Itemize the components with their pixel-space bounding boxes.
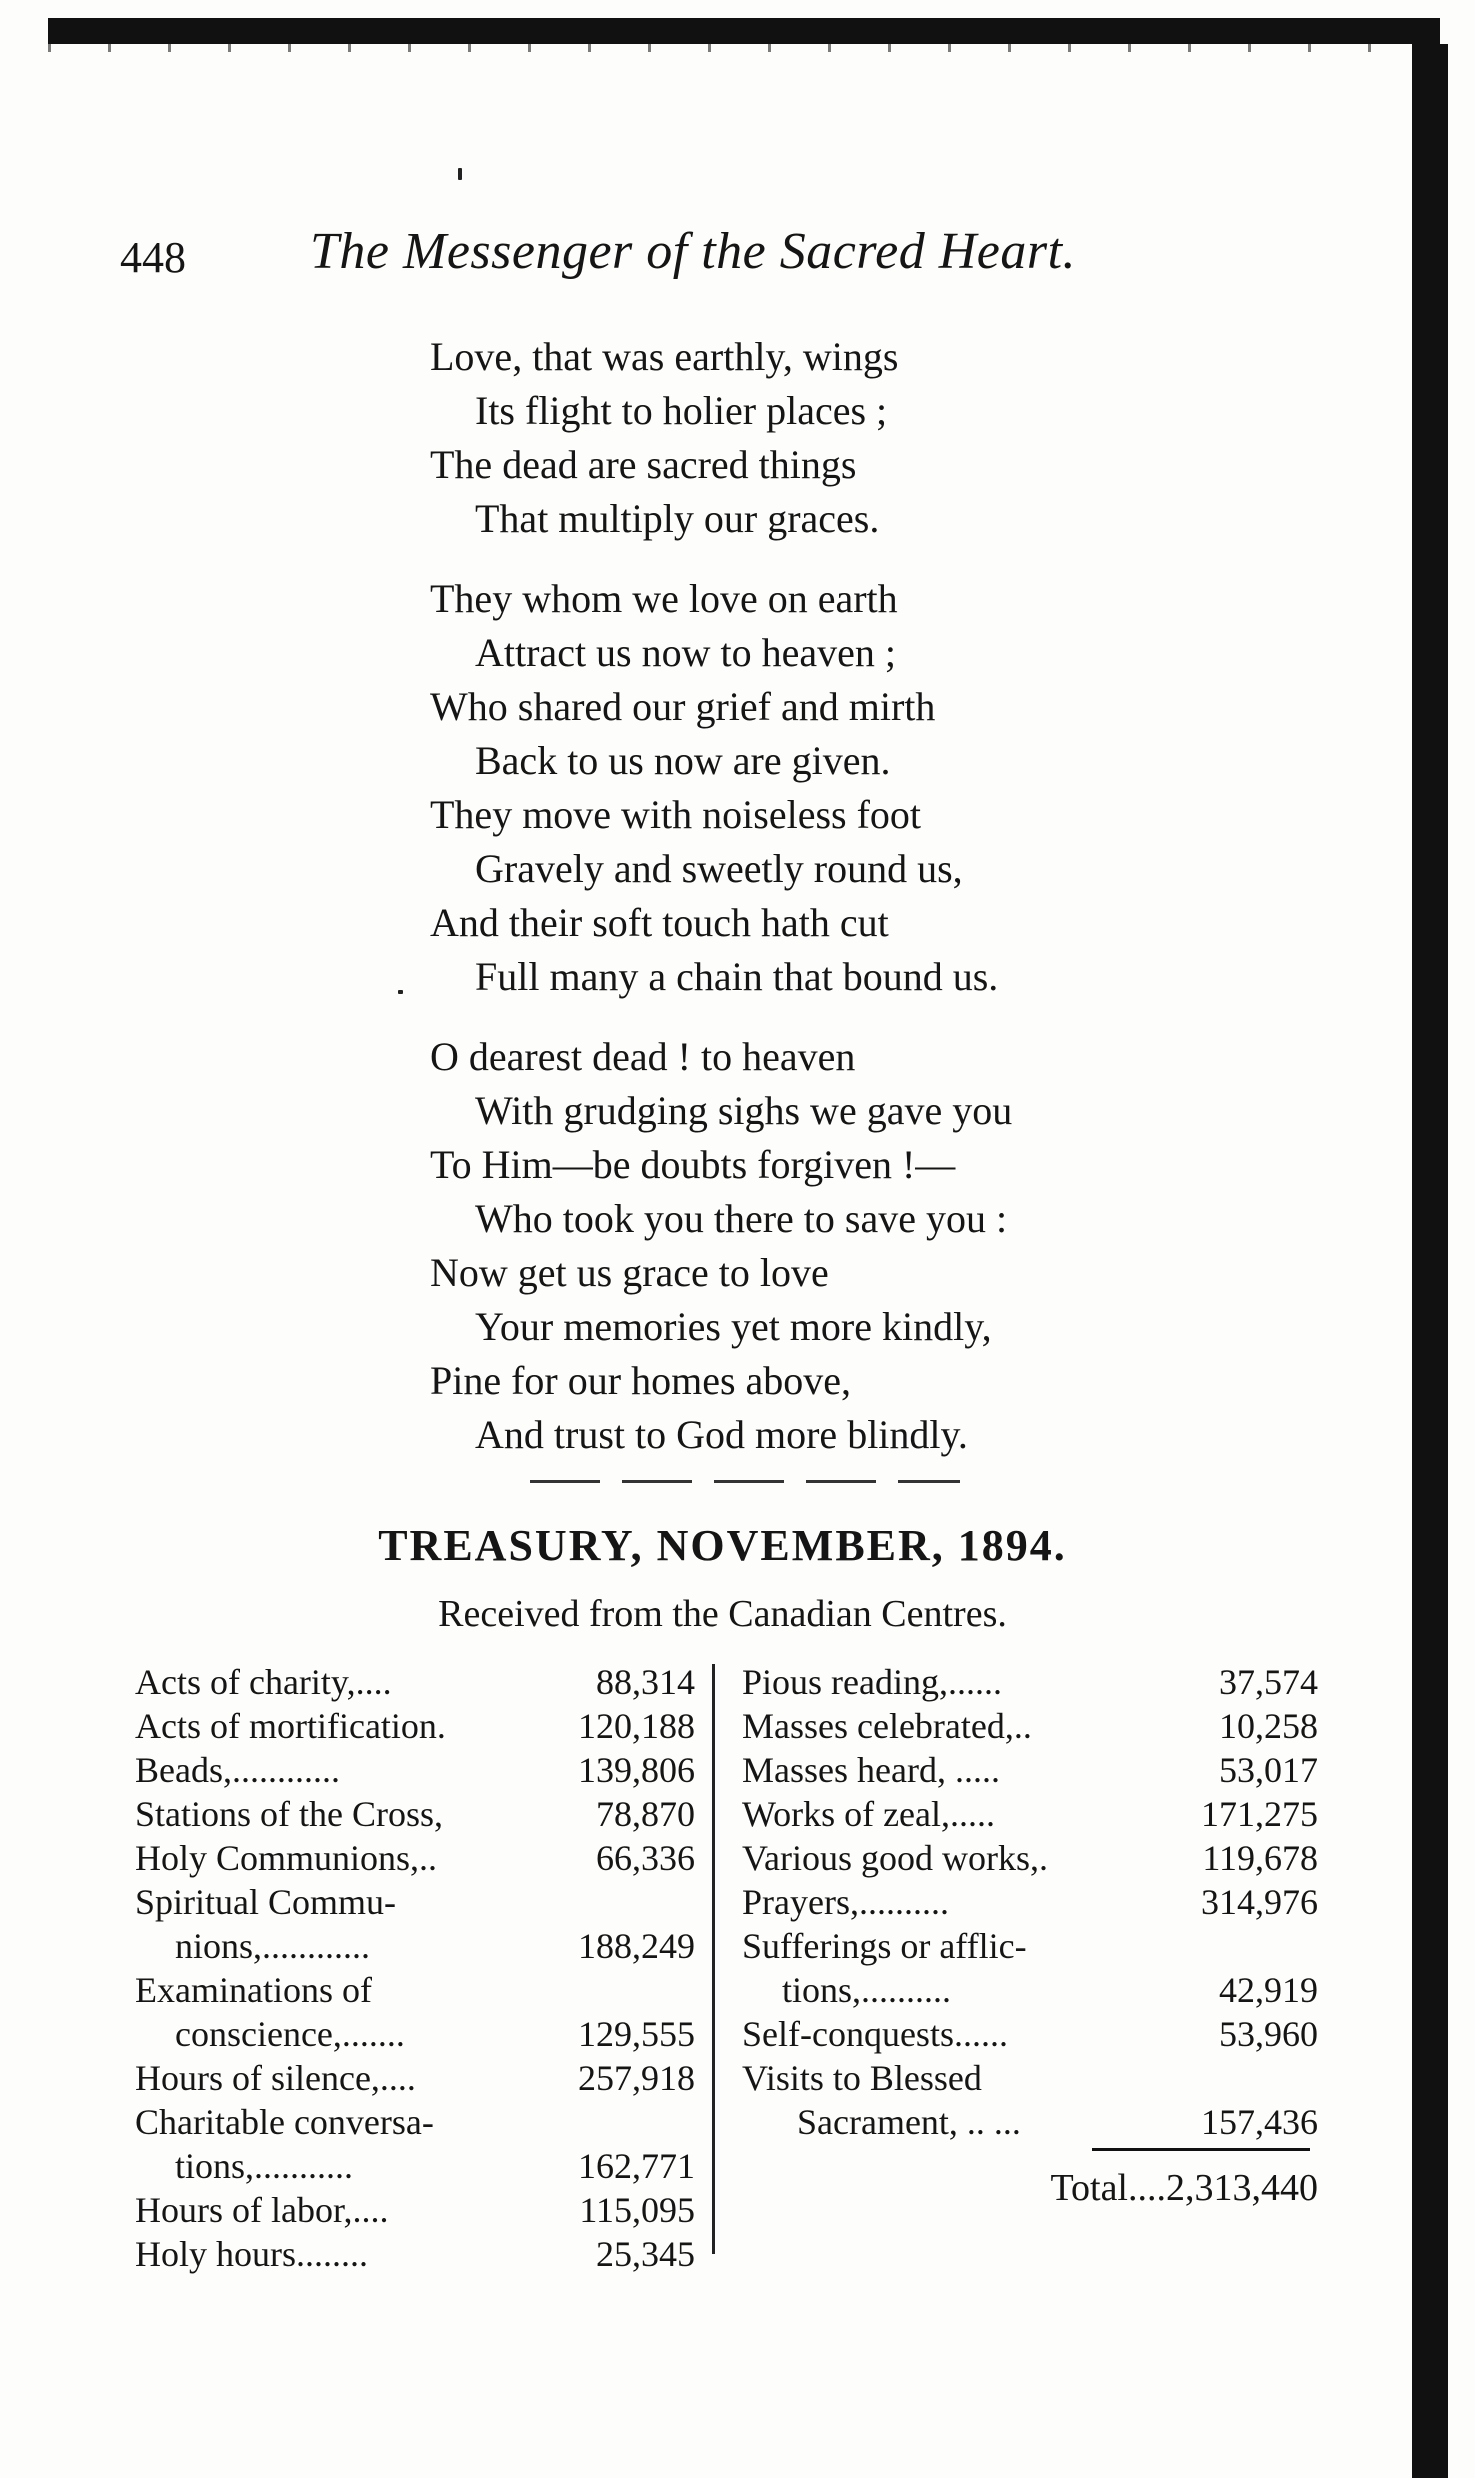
treasury-label: Sacrament, .. ... [797, 2102, 1021, 2142]
section-divider [530, 1480, 960, 1483]
treasury-value: 66,336 [596, 1838, 695, 1878]
treasury-row [742, 2100, 1318, 2144]
treasury-row [135, 2144, 695, 2188]
poem-line: The dead are sacred things [430, 442, 857, 487]
page-number: 448 [120, 233, 186, 282]
poem-line: Now get us grace to love [430, 1250, 829, 1295]
treasury-subheading: Received from the Canadian Centres. [438, 1593, 1007, 1635]
poem-line: Love, that was earthly, wings [430, 334, 899, 379]
treasury-label: Pious reading,...... [742, 1662, 1002, 1702]
page-top-speckle [48, 44, 1440, 52]
treasury-row [135, 1924, 695, 1968]
treasury-label: Spiritual Commu- [135, 1882, 396, 1922]
poem-line: Your memories yet more kindly, [475, 1304, 992, 1349]
poem-line: With grudging sighs we gave you [475, 1088, 1013, 1133]
treasury-label: Acts of mortification. [135, 1706, 446, 1746]
treasury-row [135, 1968, 695, 2012]
poem-line: Back to us now are given. [475, 738, 891, 783]
treasury-label: Stations of the Cross, [135, 1794, 444, 1834]
poem-line: Its flight to holier places ; [475, 388, 888, 433]
poem-line: Attract us now to heaven ; [475, 630, 896, 675]
treasury-row [135, 1880, 695, 1924]
treasury-row [742, 1924, 1318, 1968]
treasury-row [742, 1704, 1318, 1748]
treasury-label: Self-conquests...... [742, 2014, 1008, 2054]
poem-stanza [430, 1030, 1230, 1462]
treasury-label: nions,............ [175, 1926, 371, 1966]
poem-stanza [430, 572, 1230, 1004]
poem-line: Full many a chain that bound us. [475, 954, 999, 999]
treasury-label: Masses heard, ..... [742, 1750, 1000, 1790]
treasury-value: 42,919 [1219, 1970, 1318, 2010]
treasury-label: Prayers,.......... [742, 1882, 949, 1922]
treasury-row [135, 2056, 695, 2100]
treasury-row [742, 1792, 1318, 1836]
treasury-label: Holy hours........ [135, 2234, 368, 2274]
page-right-border [1412, 44, 1448, 2478]
poem [430, 330, 1230, 1488]
treasury-value: 188,249 [578, 1926, 695, 1966]
treasury-row [742, 1748, 1318, 1792]
treasury-label: Beads,............ [135, 1750, 340, 1790]
poem-line: They move with noiseless foot [430, 792, 922, 837]
poem-line: To Him—be doubts forgiven !— [430, 1142, 956, 1187]
running-header [0, 222, 1200, 292]
treasury-heading: TREASURY, NOVEMBER, 1894. [378, 1521, 1067, 1570]
total-rule [1092, 2148, 1310, 2151]
treasury-value: 314,976 [1201, 1882, 1318, 1922]
treasury-label: conscience,....... [175, 2014, 405, 2054]
treasury-value: 171,275 [1201, 1794, 1318, 1834]
treasury-row [135, 2232, 695, 2276]
treasury-label: Charitable conversa- [135, 2102, 434, 2142]
treasury-label: Sufferings or afflic- [742, 1926, 1027, 1966]
treasury-row [742, 1660, 1318, 1704]
treasury-label: tions,.......... [782, 1970, 952, 2010]
poem-line: And trust to God more blindly. [475, 1412, 968, 1457]
poem-line: O dearest dead ! to heaven [430, 1034, 856, 1079]
treasury-label: Works of zeal,..... [742, 1794, 996, 1834]
treasury-value: 88,314 [596, 1662, 695, 1702]
treasury-label: Hours of labor,.... [135, 2190, 389, 2230]
treasury-label: Visits to Blessed [742, 2058, 982, 2098]
treasury-value: 25,345 [596, 2234, 695, 2274]
treasury-label: tions,........... [175, 2146, 354, 2186]
treasury-left-column [135, 1660, 695, 2276]
treasury-label: Masses celebrated,.. [742, 1706, 1032, 1746]
treasury-value: 162,771 [578, 2146, 695, 2186]
treasury-row [742, 2056, 1318, 2100]
treasury-value: 119,678 [1202, 1838, 1318, 1878]
treasury-right-column [742, 1660, 1318, 2144]
poem-line: And their soft touch hath cut [430, 900, 889, 945]
scan-speck [398, 990, 403, 994]
treasury-value: 10,258 [1219, 1706, 1318, 1746]
treasury-value: 157,436 [1201, 2102, 1318, 2142]
treasury-value: 53,960 [1219, 2014, 1318, 2054]
treasury-value: 53,017 [1219, 1750, 1318, 1790]
treasury-value: 78,870 [596, 1794, 695, 1834]
treasury-label: Holy Communions,.. [135, 1838, 438, 1878]
treasury-row [742, 2012, 1318, 2056]
treasury-row [135, 1792, 695, 1836]
treasury-row [135, 2100, 695, 2144]
running-title: The Messenger of the Sacred Heart. [310, 223, 1077, 280]
treasury-row [742, 1880, 1318, 1924]
treasury-row [742, 1968, 1318, 2012]
treasury-row [135, 2012, 695, 2056]
poem-line: Pine for our homes above, [430, 1358, 852, 1403]
treasury-value: 115,095 [579, 2190, 695, 2230]
poem-line: Who took you there to save you : [475, 1196, 1008, 1241]
treasury-row [135, 1660, 695, 1704]
poem-stanza [430, 330, 1230, 546]
treasury-value: 139,806 [578, 1750, 695, 1790]
poem-line: Gravely and sweetly round us, [475, 846, 963, 891]
treasury-value: 37,574 [1219, 1662, 1318, 1702]
page-top-border [48, 18, 1440, 44]
treasury-label: Various good works,. [742, 1838, 1048, 1878]
treasury-label: Examinations of [135, 1970, 372, 2010]
poem-line: They whom we love on earth [430, 576, 898, 621]
treasury-row [135, 1836, 695, 1880]
column-divider [712, 1664, 715, 2254]
treasury-row [135, 1704, 695, 1748]
treasury-row [742, 1836, 1318, 1880]
treasury-label: Acts of charity,.... [135, 1662, 392, 1702]
treasury-value: 120,188 [578, 1706, 695, 1746]
treasury-value: 129,555 [578, 2014, 695, 2054]
treasury-row [135, 2188, 695, 2232]
treasury-label: Hours of silence,.... [135, 2058, 416, 2098]
poem-line: That multiply our graces. [475, 496, 880, 541]
poem-line: Who shared our grief and mirth [430, 684, 936, 729]
treasury-total: Total....2,313,440 [1050, 2167, 1318, 2209]
treasury-value: 257,918 [578, 2058, 695, 2098]
treasury-row [135, 1748, 695, 1792]
scan-speck [458, 168, 462, 180]
